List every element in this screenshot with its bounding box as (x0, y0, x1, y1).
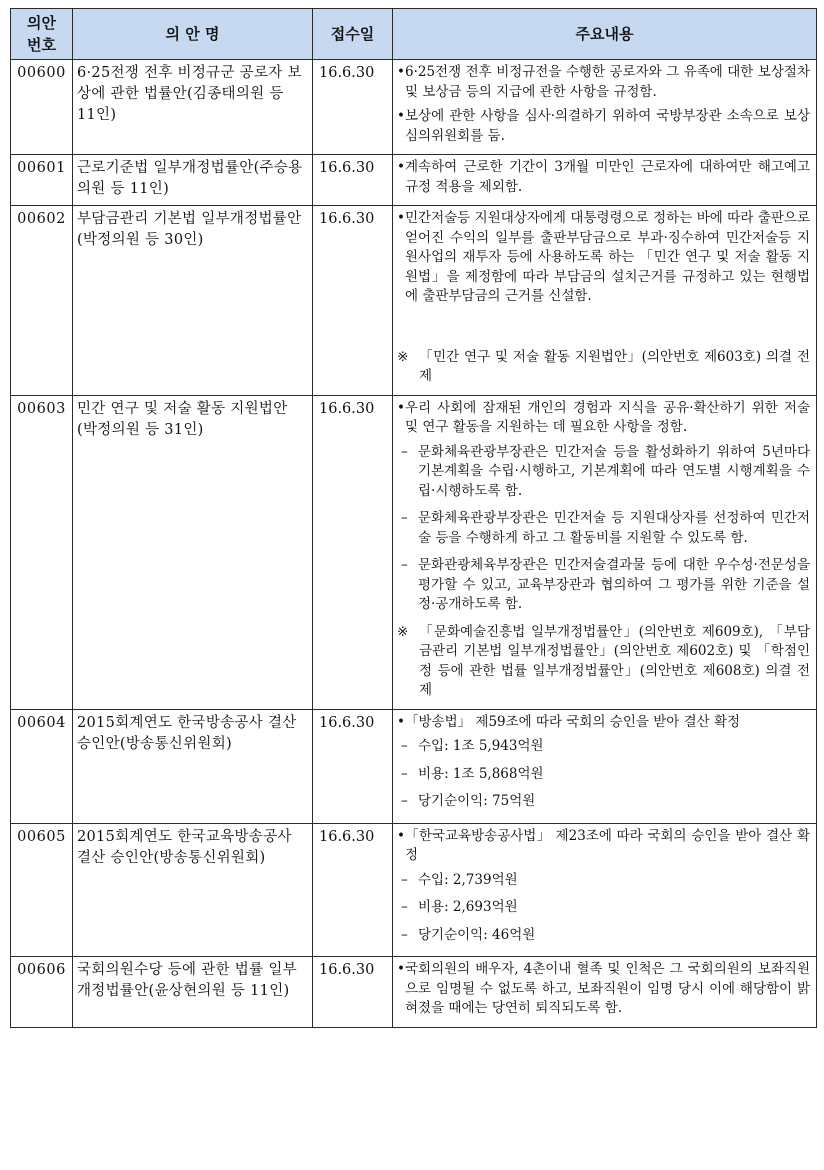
received-date: 16.6.30 (313, 155, 393, 206)
bullet-marker: • (397, 210, 405, 226)
bill-title: 근로기준법 일부개정법률안(주승용의원 등 11인) (73, 155, 313, 206)
main-content (393, 823, 817, 957)
dash-marker: – (401, 557, 408, 573)
bullet-marker: • (397, 713, 405, 730)
content-text: 계속하여 근로한 기간이 3개월 미만인 근로자에 대하여만 해고예고 규정 적용을 제외함. (405, 159, 810, 195)
dash-marker: – (401, 793, 408, 809)
dash-marker: – (401, 926, 408, 943)
bill-number: 00603 (11, 395, 73, 709)
bill-number: 00600 (11, 60, 73, 155)
table-row (11, 155, 817, 206)
content-text: 당기순이익: 46억원 (418, 926, 536, 943)
content-subitem (397, 926, 810, 946)
received-date: 16.6.30 (313, 823, 393, 957)
content-bullet (397, 713, 810, 733)
content-text: 「민간 연구 및 저술 활동 지원법안」(의안번호 제603호) 의결 전제 (419, 348, 810, 384)
main-content (393, 709, 817, 823)
bill-title: 국회의원수당 등에 관한 법률 일부개정법률안(윤상현의원 등 11인) (73, 957, 313, 1028)
content-text: 6·25전쟁 전후 비정규전을 수행한 공로자와 그 유족에 대한 보상절차 및 보상금 등의 지급에 관한 사항을 규정함. (405, 64, 810, 100)
content-bullet (397, 960, 810, 1019)
content-bullet (397, 107, 810, 146)
content-subitem (397, 509, 810, 548)
table-row (11, 206, 817, 396)
content-text: 우리 사회에 잠재된 개인의 경험과 지식을 공유·확산하기 위한 저술 및 연구 활동을 지원하는 데 필요한 사항을 정함. (405, 399, 810, 435)
content-text: 비용: 1조 5,868억원 (418, 765, 544, 782)
content-bullet (397, 209, 810, 307)
table-row (11, 823, 817, 957)
dash-marker: – (401, 871, 408, 888)
content-text: 국회의원의 배우자, 4촌이내 혈족 및 인척은 그 국회의원의 보좌직원으로 임명될 수 없도록 하고, 보좌직원이 임명 당시 이에 해당함이 밝혀졌을 때에는 당연히 퇴직되도록 함. (405, 961, 810, 1016)
table-row (11, 395, 817, 709)
content-bullet (397, 399, 810, 438)
content-note (397, 623, 810, 701)
dash-marker: – (401, 765, 408, 782)
bullet-marker: • (397, 159, 405, 175)
dash-marker: – (401, 510, 408, 526)
header-main-content: 주요내용 (393, 9, 817, 60)
main-content (393, 155, 817, 206)
content-bullet (397, 827, 810, 866)
main-content (393, 206, 817, 396)
content-subitem (397, 556, 810, 615)
content-text: 보상에 관한 사항을 심사·의결하기 위하여 국방부장관 소속으로 보상심의위원회를 둠. (405, 108, 810, 144)
content-text: 「한국교육방송공사법」 제23조에 따라 국회의 승인을 받아 결산 확정 (405, 827, 810, 863)
bill-title: 6·25전쟁 전후 비정규군 공로자 보상에 관한 법률안(김종태의원 등 11인) (73, 60, 313, 155)
content-subitem (397, 898, 810, 918)
bill-number: 00604 (11, 709, 73, 823)
content-subitem (397, 792, 810, 812)
content-subitem (397, 765, 810, 785)
content-text: 문화관광체육부장관은 민간저술결과물 등에 대한 우수성·전문성을 평가할 수 있고, 교육부장관과 협의하여 그 평가를 위한 기준을 설정·공개하도록 함. (418, 557, 810, 612)
bill-number: 00602 (11, 206, 73, 396)
content-text: 「문화예술진흥법 일부개정법률안」(의안번호 제609호), 「부담금관리 기본법 일부개정법률안」(의안번호 제602호) 및 「학점인정 등에 관한 법률 일부개정법률안」(의안번호 제608호) 의결 전제 (419, 623, 810, 698)
content-subitem (397, 871, 810, 891)
dash-marker: – (401, 899, 408, 915)
bill-title: 부담금관리 기본법 일부개정법률안(박정의원 등 30인) (73, 206, 313, 396)
content-text: 수입: 1조 5,943억원 (418, 738, 544, 754)
received-date: 16.6.30 (313, 60, 393, 155)
bill-title: 민간 연구 및 저술 활동 지원법안(박정의원 등 31인) (73, 395, 313, 709)
dash-marker: – (401, 443, 408, 460)
bill-number: 00605 (11, 823, 73, 957)
table-row (11, 709, 817, 823)
bill-number: 00601 (11, 155, 73, 206)
received-date: 16.6.30 (313, 709, 393, 823)
note-marker: ※ (397, 348, 409, 365)
content-bullet (397, 158, 810, 197)
bullet-marker: • (397, 827, 405, 844)
bill-number: 00606 (11, 957, 73, 1028)
bullet-marker: • (397, 108, 405, 124)
content-subitem (397, 737, 810, 757)
content-text: 문화체육관광부장관은 민간저술 등 지원대상자를 선정하여 민간저술 등을 수행하게 하고 그 활동비를 지원할 수 있도록 함. (418, 510, 810, 546)
bill-title: 2015회계연도 한국방송공사 결산 승인안(방송통신위원회) (73, 709, 313, 823)
content-text: 당기순이익: 75억원 (418, 793, 536, 809)
content-text: 민간저술등 지원대상자에게 대통령령으로 정하는 바에 따라 출판으로 얻어진 수익의 일부를 출판부담금으로 부과·징수하여 민간저술등 지원사업의 재투자 등에 사용하도록 하는 「민간 연구 및 저술 활동 지원법」을 제정함에 따라 부담금의 설치근거를 규정하고 있는 현행법에 출판부담금의 근거를 신설함. (405, 210, 810, 304)
content-text: 문화체육관광부장관은 민간저술 등을 활성화하기 위하여 5년마다 기본계획을 수립·시행하고, 기본계획에 따라 연도별 시행계획을 수립·시행하도록 함. (418, 443, 810, 499)
content-note (397, 348, 810, 387)
main-content (393, 395, 817, 709)
table-row (11, 60, 817, 155)
table-row (11, 957, 817, 1028)
main-content (393, 60, 817, 155)
received-date: 16.6.30 (313, 957, 393, 1028)
header-bill-title: 의 안 명 (73, 9, 313, 60)
content-text: 「방송법」 제59조에 따라 국회의 승인을 받아 결산 확정 (405, 713, 741, 730)
content-bullet (397, 63, 810, 102)
bill-table (10, 8, 817, 1028)
table-header-row (11, 9, 817, 60)
received-date: 16.6.30 (313, 206, 393, 396)
received-date: 16.6.30 (313, 395, 393, 709)
dash-marker: – (401, 738, 408, 754)
bullet-marker: • (397, 64, 405, 80)
header-bill-number: 의안 번호 (11, 9, 73, 60)
note-marker: ※ (397, 623, 409, 640)
bill-title: 2015회계연도 한국교육방송공사 결산 승인안(방송통신위원회) (73, 823, 313, 957)
bullet-marker: • (397, 399, 405, 416)
content-text: 수입: 2,739억원 (418, 871, 518, 888)
main-content (393, 957, 817, 1028)
header-received-date: 접수일 (313, 9, 393, 60)
bullet-marker: • (397, 961, 405, 977)
content-subitem (397, 443, 810, 502)
content-text: 비용: 2,693억원 (418, 899, 518, 915)
